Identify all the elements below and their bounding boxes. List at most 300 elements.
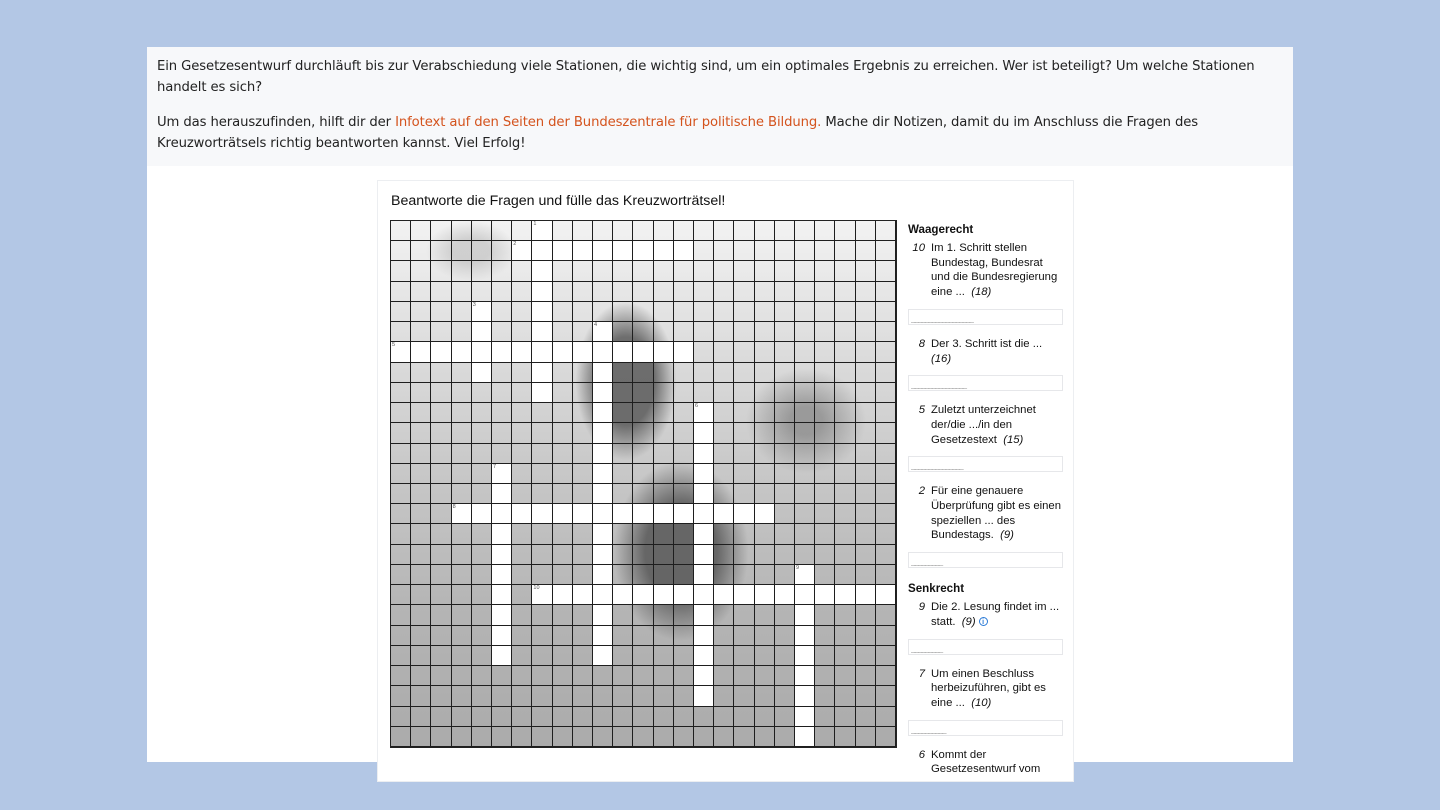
crossword-cell-blocked bbox=[431, 444, 451, 464]
crossword-cell-blocked bbox=[714, 322, 734, 342]
crossword-cell-input[interactable] bbox=[573, 342, 593, 362]
crossword-cell-blocked bbox=[431, 727, 451, 747]
crossword-cell-input[interactable] bbox=[694, 484, 714, 504]
crossword-cell-blocked bbox=[775, 524, 795, 544]
crossword-cell-input[interactable] bbox=[694, 464, 714, 484]
crossword-cell-blocked bbox=[856, 626, 876, 646]
crossword-cell-blocked bbox=[553, 363, 573, 383]
clue-text: Für eine genauere Überprüfung gibt es einen speziellen ... des Bundestags. bbox=[931, 485, 1062, 542]
crossword-cell-blocked bbox=[654, 626, 674, 646]
crossword-cell-blocked bbox=[694, 383, 714, 403]
crossword-cell-input[interactable] bbox=[472, 322, 492, 342]
cell-number: 10 bbox=[533, 585, 540, 592]
crossword-cell-blocked bbox=[411, 363, 431, 383]
crossword-cell-blocked bbox=[714, 221, 734, 241]
crossword-cell-blocked bbox=[775, 363, 795, 383]
crossword-cell-blocked bbox=[492, 302, 512, 322]
crossword-cell-blocked bbox=[431, 504, 451, 524]
down-heading: Senkrecht bbox=[908, 582, 965, 596]
clue-length: (9) bbox=[1000, 529, 1014, 542]
crossword-cell-input[interactable] bbox=[553, 342, 573, 362]
crossword-cell-blocked bbox=[391, 241, 411, 261]
crossword-cell-blocked bbox=[633, 282, 653, 302]
crossword-cell-blocked bbox=[734, 261, 754, 281]
crossword-cell-blocked bbox=[755, 646, 775, 666]
crossword-cell-blocked bbox=[633, 605, 653, 625]
crossword-cell-blocked bbox=[593, 261, 613, 281]
answer-field[interactable]: ________________ bbox=[908, 375, 1063, 391]
crossword-cell-input[interactable] bbox=[613, 342, 633, 362]
crossword-cell-blocked bbox=[452, 464, 472, 484]
clue-number: 7 bbox=[918, 667, 925, 680]
crossword-cell-input[interactable] bbox=[876, 585, 896, 605]
crossword-cell-input[interactable] bbox=[856, 585, 876, 605]
crossword-cell-blocked bbox=[452, 282, 472, 302]
crossword-cell-blocked bbox=[835, 403, 855, 423]
cell-number: 7 bbox=[493, 463, 497, 470]
crossword-cell-input[interactable] bbox=[553, 241, 573, 261]
crossword-cell-blocked bbox=[391, 585, 411, 605]
clue-text-block bbox=[931, 403, 1063, 447]
crossword-cell-input[interactable] bbox=[593, 545, 613, 565]
crossword-cell-input[interactable] bbox=[593, 605, 613, 625]
crossword-cell-blocked bbox=[512, 686, 532, 706]
crossword-cell-input[interactable] bbox=[755, 504, 775, 524]
crossword-cell-input[interactable] bbox=[694, 504, 714, 524]
crossword-cell-blocked bbox=[613, 727, 633, 747]
crossword-cell-blocked bbox=[452, 444, 472, 464]
crossword-cell-blocked bbox=[633, 383, 653, 403]
crossword-cell-blocked bbox=[856, 302, 876, 322]
crossword-cell-blocked bbox=[573, 444, 593, 464]
crossword-cell-blocked bbox=[815, 464, 835, 484]
crossword-cell-input[interactable] bbox=[654, 585, 674, 605]
crossword-cell-input[interactable] bbox=[573, 585, 593, 605]
clue-text-block bbox=[931, 667, 1063, 711]
crossword-cell-blocked bbox=[815, 524, 835, 544]
clue-item bbox=[908, 337, 1063, 391]
crossword-cell-blocked bbox=[633, 423, 653, 443]
crossword-cell-blocked bbox=[431, 707, 451, 727]
crossword-cell-input[interactable] bbox=[694, 524, 714, 544]
crossword-cell-input[interactable] bbox=[472, 363, 492, 383]
crossword-cell-input[interactable] bbox=[694, 423, 714, 443]
crossword-cell-input[interactable] bbox=[532, 342, 552, 362]
crossword-cell-input[interactable] bbox=[593, 342, 613, 362]
crossword-cell-blocked bbox=[633, 363, 653, 383]
crossword-cell-input[interactable] bbox=[391, 342, 411, 362]
crossword-cell-blocked bbox=[795, 302, 815, 322]
crossword-cell-input[interactable] bbox=[593, 504, 613, 524]
crossword-cell-input[interactable] bbox=[532, 383, 552, 403]
crossword-cell-input[interactable] bbox=[633, 241, 653, 261]
crossword-cell-blocked bbox=[876, 241, 896, 261]
crossword-cell-input[interactable] bbox=[674, 585, 694, 605]
crossword-cell-blocked bbox=[472, 444, 492, 464]
crossword-cell-input[interactable] bbox=[593, 646, 613, 666]
answer-field[interactable]: _______________ bbox=[908, 456, 1063, 472]
crossword-cell-input[interactable] bbox=[492, 626, 512, 646]
answer-field[interactable]: _________ bbox=[908, 552, 1063, 568]
crossword-cell-blocked bbox=[795, 524, 815, 544]
crossword-cell-input[interactable] bbox=[674, 342, 694, 362]
crossword-cell-blocked bbox=[734, 524, 754, 544]
crossword-cell-input[interactable] bbox=[775, 585, 795, 605]
crossword-cell-blocked bbox=[532, 423, 552, 443]
crossword-cell-blocked bbox=[553, 666, 573, 686]
crossword-cell-blocked bbox=[856, 524, 876, 544]
crossword-cell-blocked bbox=[573, 464, 593, 484]
crossword-cell-blocked bbox=[553, 646, 573, 666]
crossword-cell-blocked bbox=[755, 302, 775, 322]
crossword-cell-input[interactable] bbox=[795, 727, 815, 747]
crossword-cell-blocked bbox=[775, 342, 795, 362]
crossword-cell-input[interactable] bbox=[411, 342, 431, 362]
crossword-cell-blocked bbox=[613, 444, 633, 464]
crossword-cell-input[interactable] bbox=[532, 282, 552, 302]
crossword-cell-input[interactable] bbox=[593, 444, 613, 464]
clue-item bbox=[908, 667, 1063, 736]
crossword-cell-blocked bbox=[835, 261, 855, 281]
crossword-cell-input[interactable] bbox=[532, 221, 552, 241]
crossword-cell-blocked bbox=[714, 666, 734, 686]
crossword-cell-blocked bbox=[391, 666, 411, 686]
crossword-cell-input[interactable] bbox=[694, 666, 714, 686]
crossword-cell-input[interactable] bbox=[532, 261, 552, 281]
crossword-cell-blocked bbox=[391, 504, 411, 524]
crossword-cell-input[interactable] bbox=[593, 383, 613, 403]
crossword-cell-input[interactable] bbox=[532, 585, 552, 605]
crossword-cell-blocked bbox=[391, 626, 411, 646]
crossword-cell-blocked bbox=[876, 302, 896, 322]
clue-text-block bbox=[931, 484, 1063, 543]
crossword-cell-blocked bbox=[431, 666, 451, 686]
crossword-cell-blocked bbox=[411, 727, 431, 747]
answer-field[interactable]: __________________ bbox=[908, 309, 1063, 325]
crossword-cell-blocked bbox=[654, 302, 674, 322]
crossword-cell-blocked bbox=[654, 282, 674, 302]
crossword-cell-blocked bbox=[633, 444, 653, 464]
crossword-cell-blocked bbox=[633, 727, 653, 747]
crossword-cell-input[interactable] bbox=[694, 605, 714, 625]
crossword-cell-blocked bbox=[674, 403, 694, 423]
crossword-cell-blocked bbox=[775, 686, 795, 706]
crossword-cell-input[interactable] bbox=[532, 504, 552, 524]
crossword-cell-blocked bbox=[553, 444, 573, 464]
crossword-cell-blocked bbox=[654, 524, 674, 544]
crossword-cell-blocked bbox=[856, 342, 876, 362]
crossword-cell-input[interactable] bbox=[795, 686, 815, 706]
crossword-cell-blocked bbox=[654, 322, 674, 342]
crossword-cell-blocked bbox=[714, 646, 734, 666]
crossword-cell-blocked bbox=[593, 707, 613, 727]
crossword-cell-input[interactable] bbox=[573, 241, 593, 261]
crossword-cell-blocked bbox=[694, 261, 714, 281]
crossword-cell-blocked bbox=[391, 727, 411, 747]
crossword-cell-input[interactable] bbox=[633, 342, 653, 362]
crossword-cell-input[interactable] bbox=[492, 484, 512, 504]
crossword-cell-blocked bbox=[755, 363, 775, 383]
clue-item bbox=[908, 403, 1063, 472]
bpb-infotext-link[interactable]: Infotext auf den Seiten der Bundeszentrale für politische Bildung. bbox=[395, 115, 822, 130]
crossword-cell-blocked bbox=[391, 403, 411, 423]
down-clue-list bbox=[908, 600, 1063, 777]
crossword-cell-blocked bbox=[472, 484, 492, 504]
crossword-cell-input[interactable] bbox=[492, 524, 512, 544]
crossword-cell-input[interactable] bbox=[593, 626, 613, 646]
crossword-cell-blocked bbox=[755, 282, 775, 302]
crossword-cell-input[interactable] bbox=[492, 565, 512, 585]
crossword-cell-blocked bbox=[492, 727, 512, 747]
crossword-cell-input[interactable] bbox=[795, 565, 815, 585]
crossword-cell-blocked bbox=[815, 444, 835, 464]
crossword-cell-input[interactable] bbox=[694, 585, 714, 605]
crossword-cell-blocked bbox=[633, 626, 653, 646]
crossword-cell-blocked bbox=[472, 686, 492, 706]
crossword-cell-blocked bbox=[654, 646, 674, 666]
crossword-cell-blocked bbox=[755, 322, 775, 342]
crossword-cell-blocked bbox=[856, 484, 876, 504]
crossword-cell-input[interactable] bbox=[835, 585, 855, 605]
clues-panel bbox=[908, 221, 1063, 789]
crossword-cell-blocked bbox=[512, 646, 532, 666]
crossword-cell-blocked bbox=[775, 605, 795, 625]
crossword-cell-input[interactable] bbox=[593, 363, 613, 383]
crossword-cell-input[interactable] bbox=[633, 585, 653, 605]
crossword-cell-blocked bbox=[411, 585, 431, 605]
crossword-cell-blocked bbox=[431, 363, 451, 383]
crossword-cell-blocked bbox=[573, 686, 593, 706]
crossword-cell-input[interactable] bbox=[512, 241, 532, 261]
crossword-cell-input[interactable] bbox=[532, 322, 552, 342]
crossword-cell-input[interactable] bbox=[593, 423, 613, 443]
crossword-cell-input[interactable] bbox=[674, 504, 694, 524]
crossword-cell-blocked bbox=[613, 605, 633, 625]
crossword-cell-blocked bbox=[876, 261, 896, 281]
crossword-cell-blocked bbox=[755, 423, 775, 443]
crossword-cell-blocked bbox=[674, 565, 694, 585]
crossword-cell-input[interactable] bbox=[593, 524, 613, 544]
crossword-cell-blocked bbox=[734, 464, 754, 484]
crossword-cell-blocked bbox=[674, 363, 694, 383]
crossword-cell-input[interactable] bbox=[492, 504, 512, 524]
crossword-cell-blocked bbox=[633, 707, 653, 727]
crossword-cell-blocked bbox=[856, 282, 876, 302]
crossword-cell-blocked bbox=[714, 686, 734, 706]
crossword-cell-input[interactable] bbox=[613, 504, 633, 524]
crossword-cell-blocked bbox=[714, 727, 734, 747]
crossword-cell-blocked bbox=[755, 403, 775, 423]
crossword-cell-input[interactable] bbox=[573, 504, 593, 524]
clue-number: 2 bbox=[918, 485, 925, 498]
crossword-cell-blocked bbox=[512, 464, 532, 484]
crossword-cell-input[interactable] bbox=[795, 585, 815, 605]
crossword-cell-blocked bbox=[835, 423, 855, 443]
crossword-cell-blocked bbox=[492, 423, 512, 443]
crossword-cell-input[interactable] bbox=[613, 241, 633, 261]
crossword-cell-blocked bbox=[613, 686, 633, 706]
crossword-cell-input[interactable] bbox=[492, 545, 512, 565]
cell-number: 9 bbox=[796, 564, 800, 571]
crossword-cell-input[interactable] bbox=[694, 626, 714, 646]
crossword-cell-input[interactable] bbox=[795, 626, 815, 646]
crossword-cell-input[interactable] bbox=[654, 504, 674, 524]
crossword-cell-blocked bbox=[815, 383, 835, 403]
crossword-cell-input[interactable] bbox=[593, 322, 613, 342]
crossword-cell-blocked bbox=[876, 322, 896, 342]
crossword-cell-input[interactable] bbox=[532, 302, 552, 322]
crossword-cell-input[interactable] bbox=[654, 241, 674, 261]
crossword-cell-input[interactable] bbox=[472, 342, 492, 362]
crossword-cell-blocked bbox=[856, 666, 876, 686]
crossword-cell-input[interactable] bbox=[734, 585, 754, 605]
crossword-cell-blocked bbox=[633, 686, 653, 706]
crossword-cell-input[interactable] bbox=[593, 565, 613, 585]
crossword-cell-blocked bbox=[734, 363, 754, 383]
crossword-cell-input[interactable] bbox=[694, 565, 714, 585]
crossword-cell-blocked bbox=[532, 565, 552, 585]
crossword-cell-input[interactable] bbox=[734, 504, 754, 524]
answer-field[interactable]: __________ bbox=[908, 720, 1063, 736]
clue-length: (10) bbox=[971, 696, 992, 709]
crossword-cell-blocked bbox=[573, 626, 593, 646]
crossword-cell-input[interactable] bbox=[472, 504, 492, 524]
clue-text-block bbox=[931, 241, 1063, 300]
crossword-cell-input[interactable] bbox=[593, 403, 613, 423]
crossword-cell-input[interactable] bbox=[512, 504, 532, 524]
crossword-widget bbox=[377, 180, 1074, 782]
crossword-cell-input[interactable] bbox=[492, 585, 512, 605]
crossword-cell-input[interactable] bbox=[795, 646, 815, 666]
crossword-cell-blocked bbox=[734, 342, 754, 362]
crossword-cell-blocked bbox=[694, 282, 714, 302]
crossword-cell-blocked bbox=[815, 727, 835, 747]
crossword-cell-blocked bbox=[795, 221, 815, 241]
crossword-cell-blocked bbox=[694, 302, 714, 322]
crossword-cell-blocked bbox=[835, 605, 855, 625]
crossword-cell-input[interactable] bbox=[633, 504, 653, 524]
crossword-cell-blocked bbox=[532, 444, 552, 464]
crossword-cell-input[interactable] bbox=[694, 444, 714, 464]
crossword-cell-blocked bbox=[674, 707, 694, 727]
crossword-cell-blocked bbox=[876, 504, 896, 524]
crossword-cell-input[interactable] bbox=[755, 585, 775, 605]
crossword-cell-blocked bbox=[452, 646, 472, 666]
crossword-cell-input[interactable] bbox=[694, 686, 714, 706]
crossword-cell-blocked bbox=[553, 464, 573, 484]
crossword-cell-blocked bbox=[674, 524, 694, 544]
crossword-cell-input[interactable] bbox=[452, 504, 472, 524]
crossword-cell-blocked bbox=[391, 707, 411, 727]
crossword-cell-input[interactable] bbox=[431, 342, 451, 362]
crossword-cell-blocked bbox=[431, 322, 451, 342]
crossword-cell-input[interactable] bbox=[795, 666, 815, 686]
crossword-cell-input[interactable] bbox=[593, 484, 613, 504]
crossword-cell-blocked bbox=[452, 363, 472, 383]
crossword-cell-blocked bbox=[472, 646, 492, 666]
crossword-cell-input[interactable] bbox=[795, 605, 815, 625]
crossword-cell-blocked bbox=[391, 444, 411, 464]
crossword-cell-blocked bbox=[553, 383, 573, 403]
cell-number: 8 bbox=[452, 504, 456, 511]
crossword-cell-input[interactable] bbox=[694, 545, 714, 565]
crossword-cell-input[interactable] bbox=[553, 585, 573, 605]
crossword-cell-input[interactable] bbox=[654, 342, 674, 362]
crossword-cell-blocked bbox=[856, 423, 876, 443]
crossword-cell-blocked bbox=[734, 221, 754, 241]
crossword-cell-blocked bbox=[573, 646, 593, 666]
crossword-cell-blocked bbox=[734, 383, 754, 403]
clue-length: (18) bbox=[971, 286, 992, 299]
crossword-cell-blocked bbox=[876, 686, 896, 706]
crossword-cell-input[interactable] bbox=[512, 342, 532, 362]
crossword-cell-blocked bbox=[512, 403, 532, 423]
crossword-cell-input[interactable] bbox=[532, 241, 552, 261]
intro-paragraph-1: Ein Gesetzesentwurf durchläuft bis zur Verabschiedung viele Stationen, die wichtig sind, um ein optimales Ergebnis zu erreichen. Wer ist beteiligt? Um welche Stationen handelt es sich? bbox=[157, 59, 1255, 95]
crossword-cell-blocked bbox=[795, 261, 815, 281]
crossword-cell-blocked bbox=[593, 302, 613, 322]
crossword-cell-blocked bbox=[573, 221, 593, 241]
crossword-cell-blocked bbox=[835, 241, 855, 261]
crossword-cell-input[interactable] bbox=[452, 342, 472, 362]
crossword-cell-blocked bbox=[674, 646, 694, 666]
crossword-cell-input[interactable] bbox=[593, 585, 613, 605]
crossword-cell-input[interactable] bbox=[492, 646, 512, 666]
crossword-cell-input[interactable] bbox=[613, 585, 633, 605]
crossword-cell-blocked bbox=[573, 727, 593, 747]
crossword-cell-blocked bbox=[452, 666, 472, 686]
crossword-cell-input[interactable] bbox=[553, 504, 573, 524]
crossword-cell-input[interactable] bbox=[714, 504, 734, 524]
crossword-cell-blocked bbox=[755, 464, 775, 484]
crossword-cell-input[interactable] bbox=[714, 585, 734, 605]
crossword-cell-blocked bbox=[573, 261, 593, 281]
crossword-cell-input[interactable] bbox=[492, 605, 512, 625]
crossword-cell-blocked bbox=[573, 484, 593, 504]
crossword-cell-blocked bbox=[654, 686, 674, 706]
crossword-cell-blocked bbox=[815, 403, 835, 423]
crossword-cell-input[interactable] bbox=[815, 585, 835, 605]
crossword-cell-blocked bbox=[815, 241, 835, 261]
crossword-cell-blocked bbox=[411, 221, 431, 241]
crossword-cell-blocked bbox=[613, 524, 633, 544]
crossword-cell-input[interactable] bbox=[674, 241, 694, 261]
crossword-cell-input[interactable] bbox=[694, 403, 714, 423]
crossword-cell-blocked bbox=[856, 727, 876, 747]
crossword-cell-input[interactable] bbox=[472, 302, 492, 322]
crossword-cell-blocked bbox=[411, 524, 431, 544]
crossword-cell-input[interactable] bbox=[492, 464, 512, 484]
crossword-cell-blocked bbox=[411, 686, 431, 706]
crossword-cell-blocked bbox=[755, 342, 775, 362]
crossword-cell-blocked bbox=[734, 565, 754, 585]
answer-field[interactable]: _________ bbox=[908, 639, 1063, 655]
crossword-cell-blocked bbox=[775, 221, 795, 241]
crossword-cell-blocked bbox=[714, 241, 734, 261]
crossword-cell-input[interactable] bbox=[593, 464, 613, 484]
crossword-cell-input[interactable] bbox=[795, 707, 815, 727]
crossword-cell-blocked bbox=[795, 444, 815, 464]
crossword-cell-input[interactable] bbox=[492, 342, 512, 362]
crossword-cell-input[interactable] bbox=[593, 241, 613, 261]
crossword-cell-blocked bbox=[856, 464, 876, 484]
crossword-cell-input[interactable] bbox=[532, 363, 552, 383]
crossword-cell-blocked bbox=[674, 464, 694, 484]
crossword-cell-blocked bbox=[411, 484, 431, 504]
crossword-cell-blocked bbox=[512, 383, 532, 403]
info-icon[interactable]: i bbox=[979, 617, 988, 626]
crossword-cell-input[interactable] bbox=[694, 646, 714, 666]
